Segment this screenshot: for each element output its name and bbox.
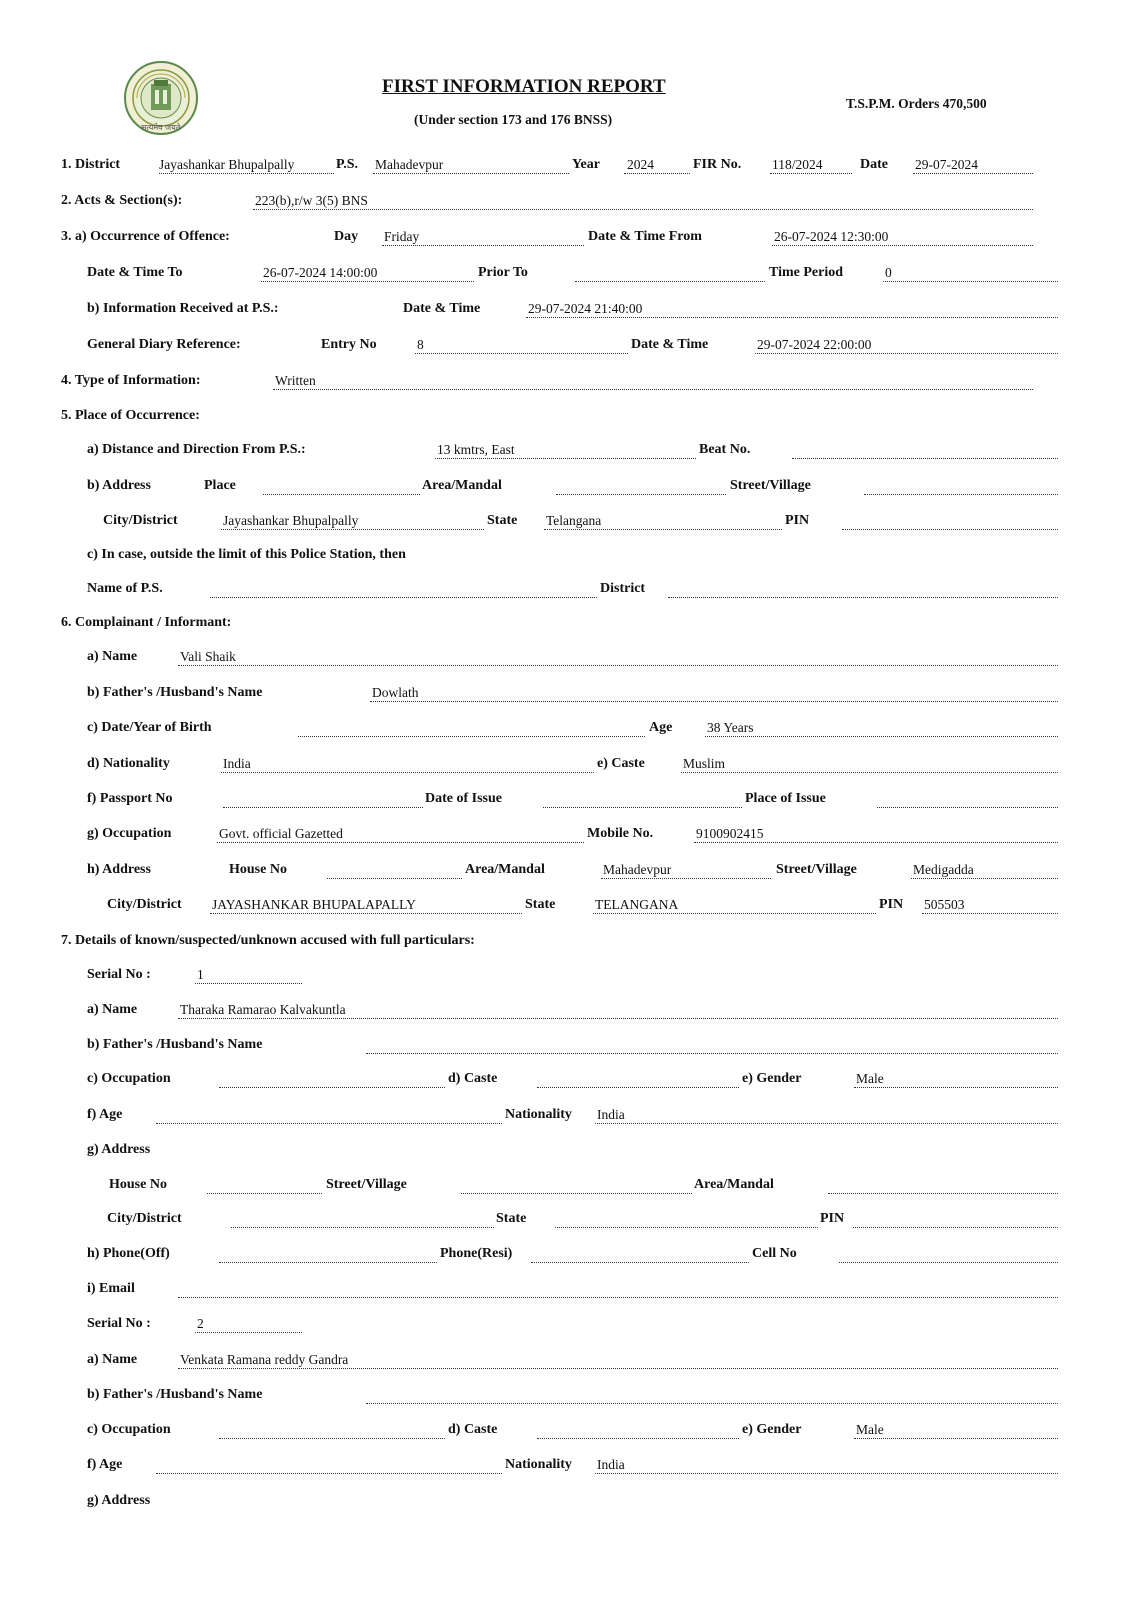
label-serial-2: Serial No : <box>87 1316 151 1331</box>
value-comp-city: JAYASHANKAR BHUPALAPALLY <box>212 897 416 912</box>
value-year: 2024 <box>627 157 654 172</box>
field-comp-house <box>327 878 462 879</box>
field-acc1-nationality <box>595 1123 1058 1124</box>
label-state-5: State <box>487 513 518 528</box>
field-acc1-occupation <box>219 1087 445 1088</box>
value-acts: 223(b),r/w 3(5) BNS <box>255 193 368 208</box>
label-acc1-phone-resi: Phone(Resi) <box>440 1246 513 1261</box>
label-acc2-gender: e) Gender <box>742 1422 802 1437</box>
label-acc2-nationality: Nationality <box>505 1457 572 1472</box>
value-gd-dt: 29-07-2024 22:00:00 <box>757 337 872 352</box>
label-acts: 2. Acts & Section(s): <box>61 193 183 208</box>
field-acc1-father <box>366 1053 1058 1054</box>
label-comp-state: State <box>525 897 556 912</box>
field-comp-caste <box>681 772 1058 773</box>
label-district-5: District <box>600 581 646 596</box>
label-acc1-address: g) Address <box>87 1142 151 1157</box>
field-acc1-pin <box>853 1227 1058 1228</box>
field-acc2-occupation <box>219 1438 445 1439</box>
value-serial-1: 1 <box>197 967 204 982</box>
label-comp-passport: f) Passport No <box>87 791 173 806</box>
value-dt-from: 26-07-2024 12:30:00 <box>774 229 889 244</box>
label-acc1-caste: d) Caste <box>448 1071 498 1086</box>
value-comp-nationality: India <box>223 756 251 771</box>
field-dt-to <box>261 281 474 282</box>
label-comp-occupation: g) Occupation <box>87 826 172 841</box>
label-year: Year <box>572 157 600 172</box>
label-acc2-caste: d) Caste <box>448 1422 498 1437</box>
field-place-city <box>221 529 484 530</box>
label-comp-doi: Date of Issue <box>425 791 502 806</box>
value-comp-pin: 505503 <box>924 897 965 912</box>
field-acc1-age <box>156 1123 502 1124</box>
field-district <box>159 173 334 174</box>
label-gd-dt: Date & Time <box>631 337 709 352</box>
field-info-type <box>273 389 1033 390</box>
field-acc1-phone-off <box>219 1262 437 1263</box>
value-ps: Mahadevpur <box>375 157 444 172</box>
field-acc2-nationality <box>595 1473 1058 1474</box>
label-serial-1: Serial No : <box>87 967 151 982</box>
value-place-city: Jayashankar Bhupalpally <box>223 513 359 528</box>
label-comp-dob: c) Date/Year of Birth <box>87 720 212 735</box>
field-serial-2 <box>195 1332 302 1333</box>
label-ps: P.S. <box>336 157 359 172</box>
value-day: Friday <box>384 229 420 244</box>
label-acc2-occupation: c) Occupation <box>87 1422 171 1437</box>
field-comp-father <box>370 701 1058 702</box>
field-acc1-city <box>231 1227 494 1228</box>
page-title: FIRST INFORMATION REPORT <box>382 76 666 97</box>
value-acc1-name: Tharaka Ramarao Kalvakuntla <box>180 1002 346 1017</box>
label-prior-to: Prior To <box>478 265 528 280</box>
label-name-ps: Name of P.S. <box>87 581 163 596</box>
field-name-ps <box>210 597 597 598</box>
field-acc1-house <box>207 1193 322 1194</box>
field-comp-city <box>210 913 522 914</box>
field-comp-street <box>911 878 1058 879</box>
field-gd-dt <box>755 353 1058 354</box>
emblem-motto: सत्यमेव जयते <box>141 123 181 132</box>
label-acc2-age: f) Age <box>87 1457 123 1472</box>
value-comp-father: Dowlath <box>372 685 419 700</box>
field-comp-mobile <box>694 842 1058 843</box>
field-prior-to <box>575 281 765 282</box>
label-dt-from: Date & Time From <box>588 229 702 244</box>
label-acc2-address: g) Address <box>87 1493 151 1508</box>
label-acc1-nationality: Nationality <box>505 1107 572 1122</box>
label-date: Date <box>860 157 888 172</box>
label-comp-area: Area/Mandal <box>465 862 545 877</box>
field-acc1-name <box>178 1018 1058 1019</box>
label-acc1-city: City/District <box>107 1211 182 1226</box>
value-comp-mobile: 9100902415 <box>696 826 764 841</box>
value-info-type: Written <box>275 373 316 388</box>
label-comp-street: Street/Village <box>776 862 857 877</box>
label-acc2-father: b) Father's /Husband's Name <box>87 1387 263 1402</box>
field-beat-no <box>792 458 1058 459</box>
label-comp-city: City/District <box>107 897 182 912</box>
field-date <box>913 173 1033 174</box>
label-time-period: Time Period <box>769 265 844 280</box>
label-occurrence: 3. a) Occurrence of Offence: <box>61 229 230 244</box>
field-district-5 <box>668 597 1058 598</box>
value-serial-2: 2 <box>197 1316 204 1331</box>
field-time-period <box>883 281 1058 282</box>
field-pin-5 <box>842 529 1058 530</box>
orders-reference: T.S.P.M. Orders 470,500 <box>846 96 987 111</box>
label-acc1-father: b) Father's /Husband's Name <box>87 1037 263 1052</box>
field-acc2-name <box>178 1368 1058 1369</box>
value-info-dt: 29-07-2024 21:40:00 <box>528 301 643 316</box>
field-comp-passport <box>223 807 423 808</box>
label-comp-name: a) Name <box>87 649 138 664</box>
value-comp-name: Vali Shaik <box>180 649 236 664</box>
field-acc1-phone-resi <box>531 1262 749 1263</box>
field-acc1-street <box>461 1193 692 1194</box>
field-ps <box>373 173 569 174</box>
label-comp-house: House No <box>229 862 287 877</box>
label-beat-no: Beat No. <box>699 442 751 457</box>
label-comp-pin: PIN <box>879 897 904 912</box>
label-acc1-house: House No <box>109 1177 167 1192</box>
label-acc2-name: a) Name <box>87 1352 138 1367</box>
label-acc1-street: Street/Village <box>326 1177 407 1192</box>
field-acc1-state <box>555 1227 818 1228</box>
field-acc1-email <box>178 1297 1058 1298</box>
field-acc1-area <box>828 1193 1058 1194</box>
field-comp-state <box>593 913 876 914</box>
field-comp-area <box>601 878 771 879</box>
label-accused-details: 7. Details of known/suspected/unknown accused with full particulars: <box>61 933 475 948</box>
field-acts <box>253 209 1033 210</box>
field-place-state <box>544 529 782 530</box>
value-distance: 13 kmtrs, East <box>437 442 515 457</box>
field-entry-no <box>415 353 628 354</box>
field-place <box>263 494 420 495</box>
field-acc2-age <box>156 1473 502 1474</box>
label-info-received: b) Information Received at P.S.: <box>87 301 279 316</box>
field-acc2-caste <box>537 1438 739 1439</box>
value-acc2-name: Venkata Ramana reddy Gandra <box>180 1352 349 1367</box>
field-comp-poi <box>877 807 1058 808</box>
field-comp-nationality <box>221 772 594 773</box>
value-acc2-gender: Male <box>856 1422 884 1437</box>
field-comp-dob <box>298 736 645 737</box>
field-area-mandal-5 <box>556 494 726 495</box>
value-date: 29-07-2024 <box>915 157 978 172</box>
value-comp-street: Medigadda <box>913 862 974 877</box>
value-comp-age: 38 Years <box>707 720 754 735</box>
label-pin-5: PIN <box>785 513 810 528</box>
field-info-dt <box>526 317 1058 318</box>
label-acc1-email: i) Email <box>87 1281 135 1296</box>
label-distance: a) Distance and Direction From P.S.: <box>87 442 306 457</box>
field-fir-no <box>770 173 852 174</box>
field-street-village-5 <box>864 494 1058 495</box>
label-day: Day <box>334 229 359 244</box>
label-comp-poi: Place of Issue <box>745 791 826 806</box>
label-area-mandal-5: Area/Mandal <box>422 478 502 493</box>
value-acc1-nationality: India <box>597 1107 625 1122</box>
field-comp-name <box>178 665 1058 666</box>
field-distance <box>435 458 696 459</box>
value-district: Jayashankar Bhupalpally <box>159 157 295 172</box>
label-acc1-area: Area/Mandal <box>694 1177 774 1192</box>
label-info-type: 4. Type of Information: <box>61 373 201 388</box>
label-street-village-5: Street/Village <box>730 478 811 493</box>
label-complainant: 6. Complainant / Informant: <box>61 615 232 630</box>
value-acc1-gender: Male <box>856 1071 884 1086</box>
field-acc2-gender <box>854 1438 1058 1439</box>
label-acc1-age: f) Age <box>87 1107 123 1122</box>
label-comp-caste: e) Caste <box>597 756 645 771</box>
label-comp-mobile: Mobile No. <box>587 826 654 841</box>
field-day <box>382 245 584 246</box>
value-fir-no: 118/2024 <box>772 157 823 172</box>
value-dt-to: 26-07-2024 14:00:00 <box>263 265 378 280</box>
field-comp-age <box>705 736 1058 737</box>
field-comp-occupation <box>217 842 584 843</box>
value-place-state: Telangana <box>546 513 602 528</box>
page-subtitle: (Under section 173 and 176 BNSS) <box>414 112 613 127</box>
label-acc1-name: a) Name <box>87 1002 138 1017</box>
label-city-district-5: City/District <box>103 513 178 528</box>
field-acc2-father <box>366 1403 1058 1404</box>
value-time-period: 0 <box>885 265 892 280</box>
label-place-occurrence: 5. Place of Occurrence: <box>61 408 200 423</box>
field-acc1-cell <box>839 1262 1058 1263</box>
label-acc1-cell: Cell No <box>752 1246 797 1261</box>
label-outside-limit: c) In case, outside the limit of this Police Station, then <box>87 547 406 562</box>
label-comp-address: h) Address <box>87 862 151 877</box>
field-serial-1 <box>195 983 302 984</box>
label-acc1-gender: e) Gender <box>742 1071 802 1086</box>
label-fir-no: FIR No. <box>693 157 742 172</box>
field-comp-pin <box>922 913 1058 914</box>
label-place: Place <box>204 478 236 493</box>
value-acc2-nationality: India <box>597 1457 625 1472</box>
label-gd-reference: General Diary Reference: <box>87 337 241 352</box>
value-comp-occupation: Govt. official Gazetted <box>219 826 343 841</box>
field-comp-doi <box>543 807 742 808</box>
value-entry-no: 8 <box>417 337 424 352</box>
label-acc1-occupation: c) Occupation <box>87 1071 171 1086</box>
label-acc1-pin: PIN <box>820 1211 845 1226</box>
label-district: 1. District <box>61 157 121 172</box>
label-comp-nationality: d) Nationality <box>87 756 170 771</box>
value-comp-state: TELANGANA <box>595 897 679 912</box>
label-comp-age: Age <box>649 720 673 735</box>
value-comp-caste: Muslim <box>683 756 726 771</box>
label-info-dt: Date & Time <box>403 301 481 316</box>
field-year <box>624 173 690 174</box>
label-acc1-state: State <box>496 1211 527 1226</box>
label-comp-father: b) Father's /Husband's Name <box>87 685 263 700</box>
value-comp-area: Mahadevpur <box>603 862 672 877</box>
field-acc1-gender <box>854 1087 1058 1088</box>
label-dt-to: Date & Time To <box>87 265 183 280</box>
field-acc1-caste <box>537 1087 739 1088</box>
label-address-b: b) Address <box>87 478 151 493</box>
label-acc1-phone-off: h) Phone(Off) <box>87 1246 170 1261</box>
label-entry-no: Entry No <box>321 337 377 352</box>
field-dt-from <box>772 245 1033 246</box>
